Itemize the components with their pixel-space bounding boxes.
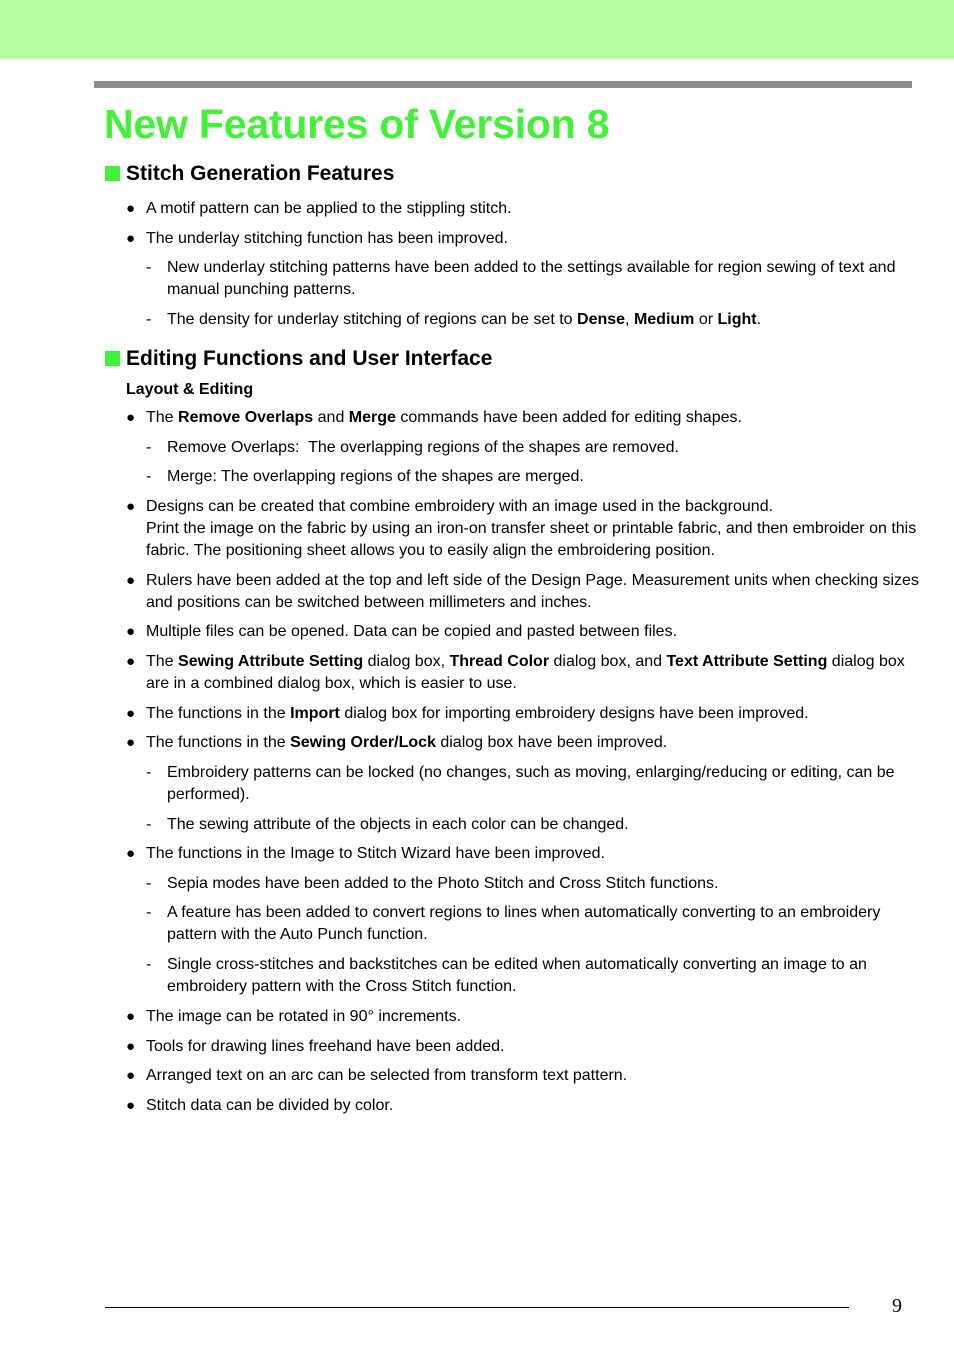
section-heading-label: Stitch Generation Features [126, 162, 395, 185]
list-sub-item: - Single cross-stitches and backstitches can be edited when automatically converting an image to an embroidery pattern with the Cross Stitch function. [146, 954, 919, 998]
title-rule [94, 81, 912, 88]
list-sub-item: - Remove Overlaps: The overlapping regions of the shapes are removed. [146, 437, 919, 459]
list-item: ● The underlay stitching function has been improved. [126, 228, 926, 250]
list-item: ● Tools for drawing lines freehand have been added. [126, 1036, 926, 1058]
list-item: ● The functions in the Import dialog box for importing embroidery designs have been improved. [126, 703, 926, 725]
list-item: ● The functions in the Sewing Order/Lock dialog box have been improved. [126, 732, 926, 754]
green-square-icon [105, 351, 120, 366]
page-number: 9 [892, 1295, 902, 1317]
list-item: ● The Sewing Attribute Setting dialog box, Thread Color dialog box, and Text Attribute Setting dialog box are in a combined dialog box, which is easier to use. [126, 651, 926, 695]
footer-rule [105, 1307, 849, 1308]
option-dense: Dense [577, 311, 626, 328]
list-item: ● The functions in the Image to Stitch Wizard have been improved. [126, 843, 926, 865]
subheading-layout-editing: Layout & Editing [126, 381, 254, 398]
list-item: ● A motif pattern can be applied to the stippling stitch. [126, 198, 926, 220]
section-heading-stitch-generation [105, 161, 394, 187]
option-light: Light [717, 311, 757, 328]
list-sub-item: - Sepia modes have been added to the Photo Stitch and Cross Stitch functions. [146, 873, 919, 895]
list-sub-item: - Embroidery patterns can be locked (no changes, such as moving, enlarging/reducing or editing, can be performed). [146, 762, 919, 806]
green-square-icon [105, 166, 120, 181]
list-item: ● The Remove Overlaps and Merge commands have been added for editing shapes. [126, 407, 926, 429]
list-item: ● Designs can be created that combine embroidery with an image used in the background. Print the image on the fabric by using an iron-on transfer sheet or printable fabric, and then embroider on this fabric. The positioning sheet allows you to easily align the embroidering position. [126, 496, 926, 562]
section-heading-label: Editing Functions and User Interface [126, 347, 493, 370]
list-item: ● Multiple files can be opened. Data can be copied and pasted between files. [126, 621, 926, 643]
list-sub-item: - New underlay stitching patterns have been added to the settings available for region sewing of text and manual punching patterns. [146, 257, 919, 301]
list-sub-item: - The sewing attribute of the objects in each color can be changed. [146, 814, 919, 836]
list-sub-item: - A feature has been added to convert regions to lines when automatically converting to an embroidery pattern with the Auto Punch function. [146, 902, 919, 946]
list-item: ● Rulers have been added at the top and left side of the Design Page. Measurement units when checking sizes and positions can be switched between millimeters and inches. [126, 570, 926, 614]
section-heading-editing-functions [105, 346, 492, 372]
list-sub-item: - Merge: The overlapping regions of the shapes are merged. [146, 466, 919, 488]
list-item: ● Arranged text on an arc can be selected from transform text pattern. [126, 1065, 926, 1087]
header-band [0, 0, 954, 59]
option-medium: Medium [633, 311, 695, 328]
page-title: New Features of Version 8 [104, 101, 610, 147]
list-item: ● The image can be rotated in 90° increments. [126, 1006, 926, 1028]
list-sub-item: - The density for underlay stitching of regions can be set to Dense, Medium or Light. [146, 309, 919, 331]
list-item: ● Stitch data can be divided by color. [126, 1095, 926, 1117]
